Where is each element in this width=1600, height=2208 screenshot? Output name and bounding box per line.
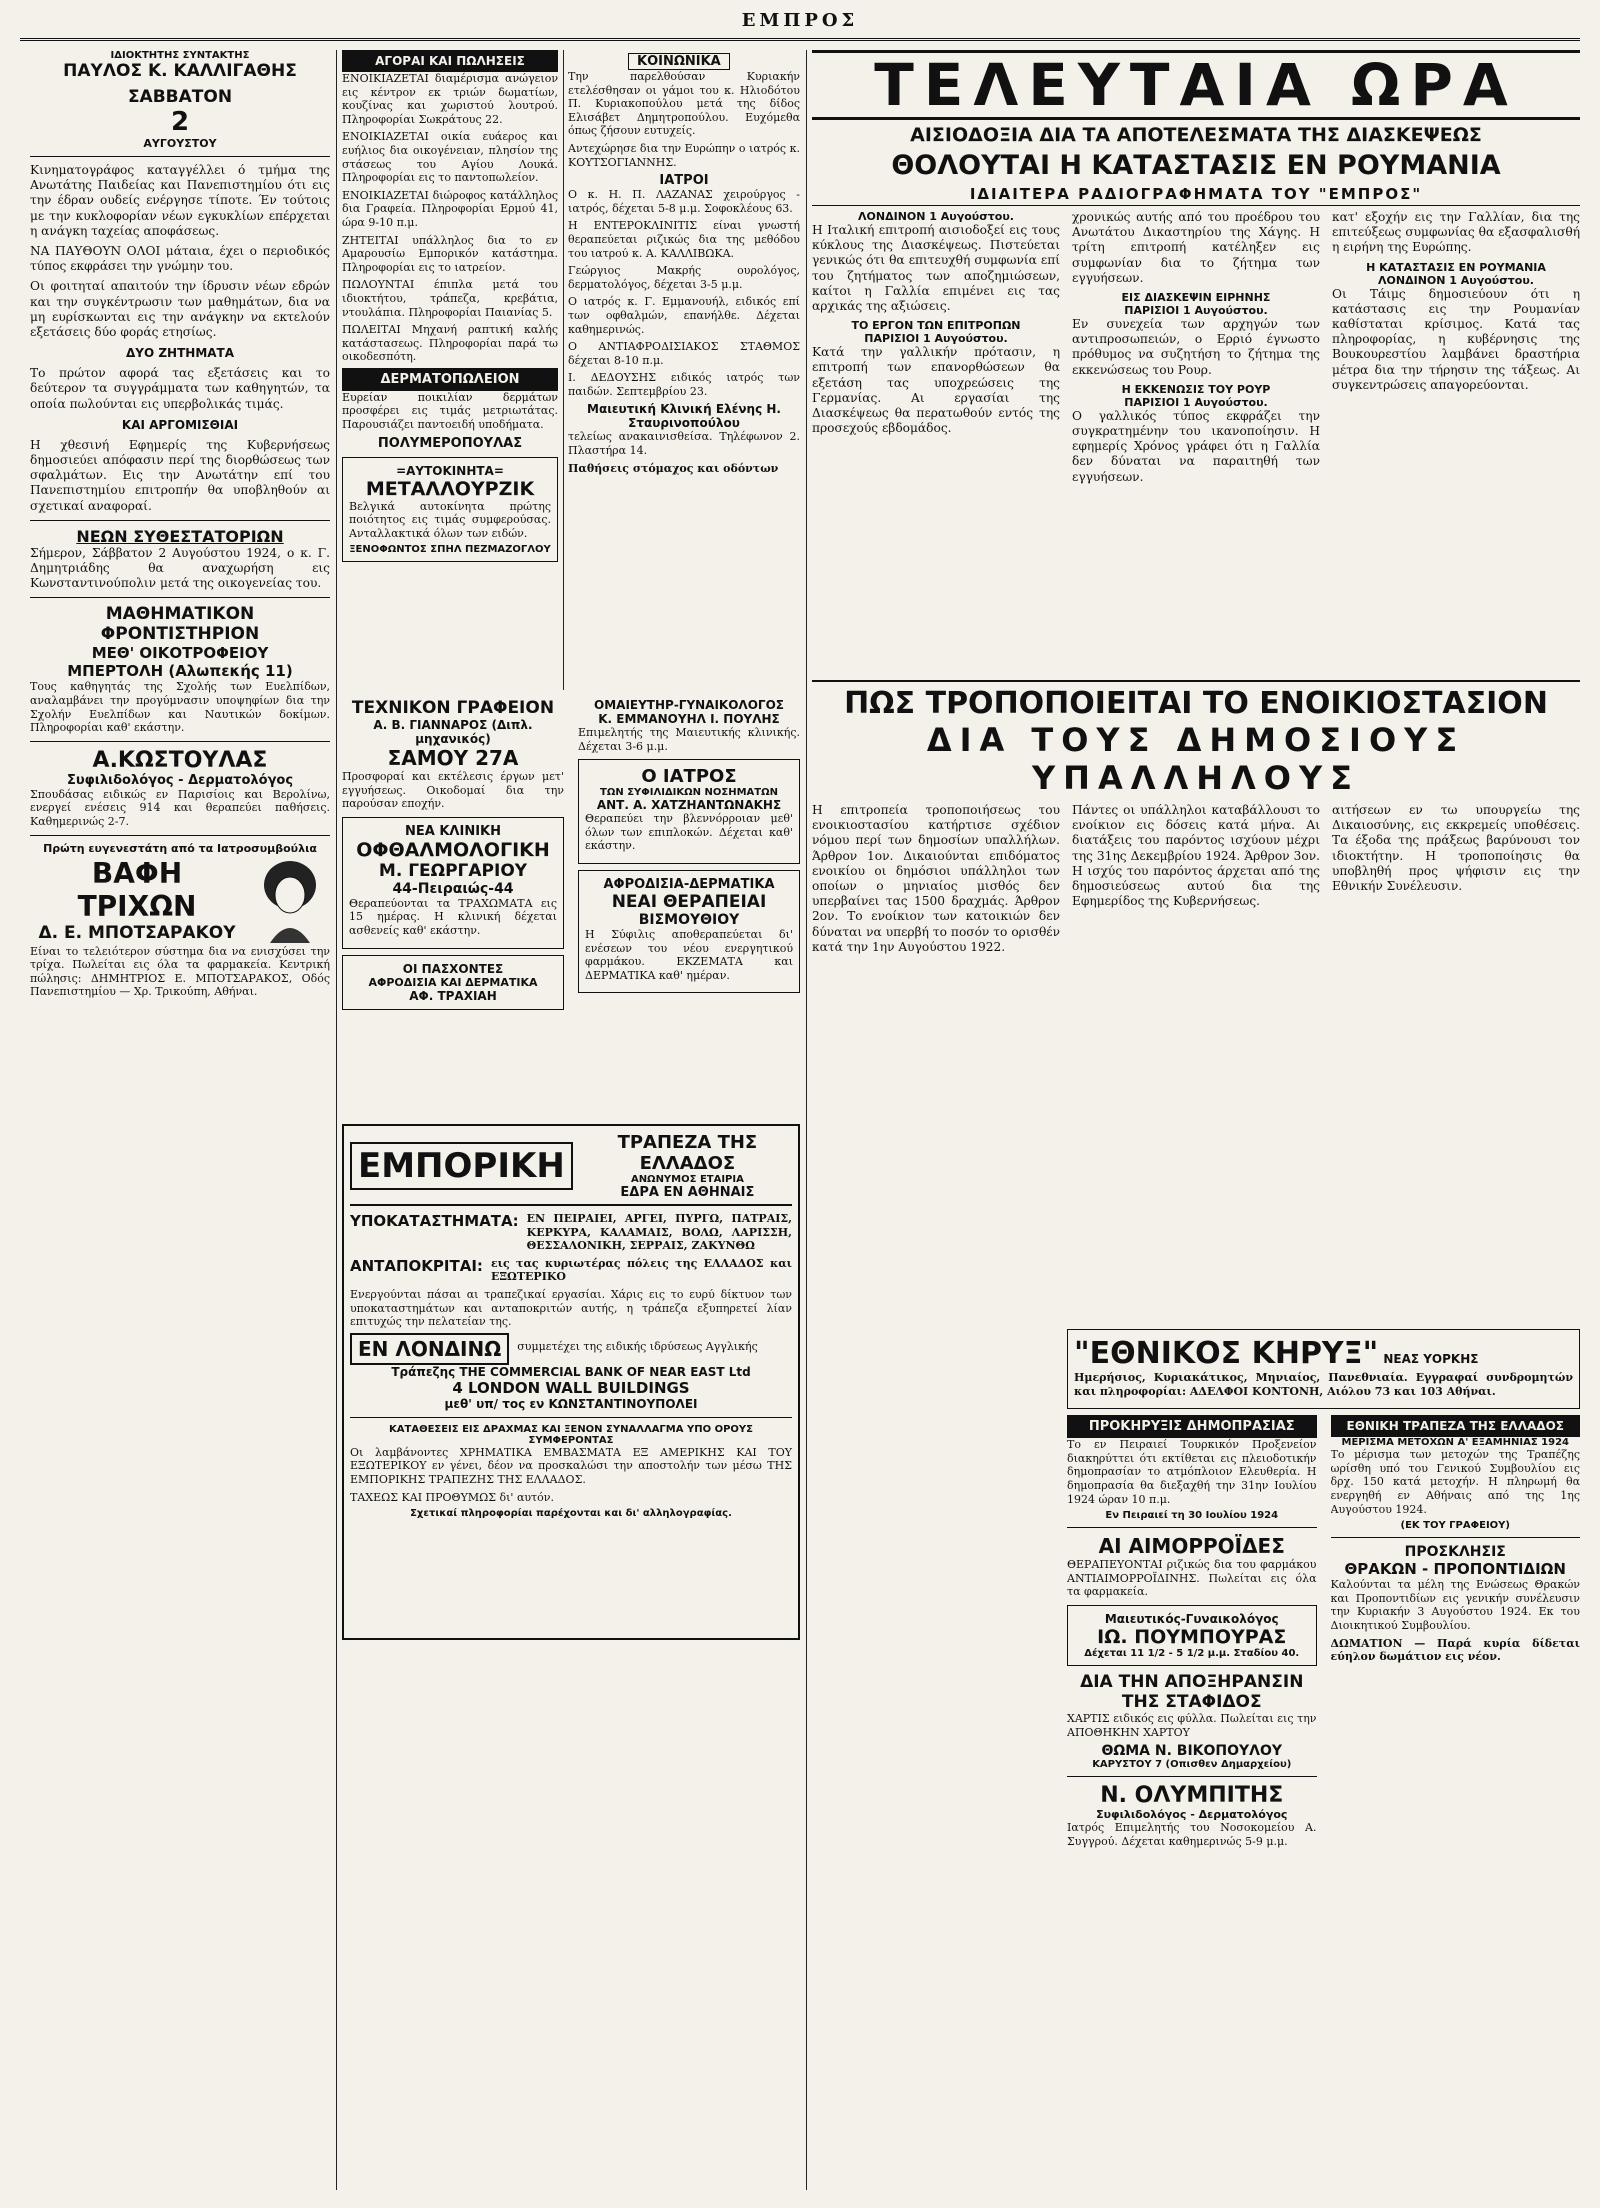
ad-name: Α. Β. ΓΙΑΝΝΑΡΟΣ (Διπλ. μηχανικός) (373, 718, 533, 746)
article-paragraph: Η επιτροπεία τροποποιήσεως του ενοικιοστασίου κατήρτισε σχέδιον νόμου περί των δημοσίων υπαλλήλων. Άρθρον 1ον. Δικαιούνται επιδόματος ενοικίου οι δημόσιοι υπάλληλοι των οποίων ο μηνιαίος μισθός δεν υπερβαίνει τας 1500 δραχμάς. Άρθρον 2ον. Το ενοίκιον των κατοικιών δεν δύναται να υπερβή το ποσόν το ορισθέν κατά την 1ην Αυγούστου 1922. (812, 803, 1060, 954)
ad-text: ΘΕΡΑΠΕΥΟΝΤΑΙ ριζικώς δια του φαρμάκου ΑΝΤΙΑΙΜΟΡΡΟΪΔΙΝΗΣ. Πωλείται εις όλα τα φαρμακεία. (1067, 1558, 1317, 1599)
ad-text: Θεραπεύονται τα ΤΡΑΧΩΜΑΤΑ εις 15 ημέρας. Η κλινική δέχεται ασθενείς καθ' εκάστην. (349, 896, 557, 937)
director-name: ΠΑΥΛΟΣ Κ. ΚΑΛΛΙΓΑΘΗΣ (63, 61, 297, 81)
classified-item: ΠΩΛΕΙΤΑΙ Μηχανή ραπτική καλής κατάστασεως. Πληροφορίαι παρά τω οικοδεσπότη. (342, 323, 558, 364)
ad-text: τελείως ανακαινισθείσα. Τηλέφωνον 2. Πλαστήρα 14. (568, 430, 800, 458)
bank-type: ΑΝΩΝΥΜΟΣ ΕΤΑΙΡΙΑ (630, 1174, 744, 1185)
ad-title: ΠΡΟΚΗΡΥΞΙΣ ΔΗΜΟΠΡΑΣΙΑΣ (1067, 1415, 1317, 1438)
ad-title: Ν. ΟΛΥΜΠΙΤΗΣ (1100, 1783, 1284, 1809)
ad-sign: Εν Πειραιεί τη 30 Ιουλίου 1924 (1105, 1510, 1279, 1522)
ad-name: ΑΝΤ. Α. ΧΑΤΖΗΑΝΤΩΝΑΚΗΣ (596, 798, 782, 813)
ad-text: Το εν Πειραιεί Τουρκικόν Προξενείον διακηρύττει ότι εκτίθεται εις πλειοδοτικήν δημοπρασίαν το ατμόπλοιον Ελευθερία. Η δημοπρασία θα διεξαχθή την 31ην Ιουλίου 1924 ώραν 10 π.μ. (1067, 1438, 1317, 1506)
article-paragraph: χρονικώς αυτής από του προέδρου του Ανωτάτου Δικαστηρίου της Χάγης. Η τρίτη επιτροπή κατέληξεν εις συμφωνίαν δια το ζήτημα των εγγυήσεων. (1072, 210, 1320, 285)
ad-title: Α.ΚΩΣΤΟΥΛΑΣ (92, 747, 268, 773)
iatros-ad (578, 759, 800, 864)
ad-title: ΟΜΑΙΕΥΤΗΡ-ΓΥΝΑΙΚΟΛΟΓΟΣ (594, 698, 784, 712)
article-paragraph: Το πρώτον αφορά τας εξετάσεις και το δεύτερον τα συγγράμματα των καθηγητών, τα οποία πωλούνται εις υπερβολικάς τιμάς. (30, 366, 330, 411)
correspondents-label: ΑΝΤΑΠΟΚΡΙΤΑΙ: (350, 1256, 483, 1275)
ad-name: ΑΦ. ΤΡΑΧΙΑΗ (409, 988, 497, 1003)
divider (30, 156, 330, 157)
ad-top: Πρώτη ευγενεστάτη από τα Ιατροσυμβούλια (43, 841, 317, 855)
ad-title: ΔΙΑ ΤΗΝ ΑΠΟΞΗΡΑΝΣΙΝ ΤΗΣ ΣΤΑΦΙΔΟΣ (1080, 1671, 1304, 1712)
article-paragraph: Ο γαλλικός τύπος εκφράζει την συγκρατημένην του ικανοποίησιν. Η εφημερίς Χρόνος γράφει ότι η Γαλλία δεν δύναται να παραιτηθή των εγγυήσεων. (1072, 408, 1320, 484)
ad-text: Τους καθηγητάς της Σχολής των Ευελπίδων, αναλαμβάνει την προγύμνασιν υποψηφίων δια την Σχολήν Ευελπίδων και Ναυτικών δοκίμων. Πληροφορίαι καθ' εκάστην. (30, 680, 330, 735)
doctor-item: Ο ιατρός κ. Γ. Εμμανουήλ, ειδικός επί των οφθαλμών, επανήλθε. Δέχεται καθημερινώς. (568, 295, 800, 336)
ad-title: ΑΙ ΑΙΜΟΡΡΟΪΔΕΣ (1098, 1534, 1285, 1559)
near-east-bank: Τράπεζης THE COMMERCIAL BANK OF NEAR EAST Ltd (391, 1364, 751, 1379)
ad-title: ΔΕΡΜΑΤΟΠΩΛΕΙΟΝ (342, 368, 558, 391)
dateline: ΠΑΡΙΣΙΟΙ 1 Αυγούστου. (1124, 395, 1268, 409)
ad-text: Ευρείαν ποικιλίαν δερμάτων προσφέρει εις τιμάς μετριωτάτας. Παρουσιάζει παντοειδή υποδήματα. (342, 390, 558, 432)
section-heading: ΝΕΩΝ ΣΥΘΕΣΤΑΤΟΡΙΩΝ (76, 526, 284, 546)
ad-title: ΕΘΝΙΚΗ ΤΡΑΠΕΖΑ ΤΗΣ ΕΛΛΑΔΟΣ (1331, 1415, 1581, 1437)
ad-subtitle: ΝΕΑΙ ΘΕΡΑΠΕΙΑΙ (611, 891, 767, 912)
bank-name: ΕΜΠΟΡΙΚΗ (350, 1142, 573, 1190)
issue-month: ΑΥΓΟΥΣΤΟΥ (143, 137, 217, 150)
ad-subtitle: ΘΡΑΚΩΝ - ΠΡΟΠΟΝΤΙΔΙΩΝ (1344, 1560, 1566, 1579)
ad-name: Μ. ΓΕΩΡΓΑΡΙΟΥ (378, 860, 528, 881)
classified-item: ΖΗΤΕΙΤΑΙ υπάλληλος δια το εν Αμαρουσίω Εμπορικόν κατάστημα. Πληροφορίαι εις το ιατρείον. (342, 233, 558, 274)
divider (1067, 1776, 1317, 1777)
dateline: ΛΟΝΔΙΝΟΝ 1 Αυγούστου. (1378, 273, 1534, 287)
section-heading: ΑΓΟΡΑΙ ΚΑΙ ΠΩΛΗΣΕΙΣ (342, 50, 558, 72)
ad-text: Επιμελητής της Μαιευτικής κλινικής. Δέχεται 3-6 μ.μ. (578, 726, 800, 753)
column-latest-news (812, 50, 1580, 2190)
deposits-text: Οι λαμβάνοντες ΧΡΗΜΑΤΙΚΑ ΕΜΒΑΣΜΑΤΑ ΕΞ ΑΜΕΡΙΚΗΣ ΚΑΙ ΤΟΥ ΕΞΩΤΕΡΙΚΟΥ εν γένει, δέον να προσκαλώσι την αποστολήν των μέσω ΤΗΣ ΕΜΠΟΡΙΚΗΣ ΤΡΑΠΕΖΗΣ ΤΗΣ ΕΛΛΑΔΟΣ. (350, 1445, 792, 1486)
kiryx-ad (1067, 1329, 1580, 1409)
subheading: ΔΥΟ ΖΗΤΗΜΑΤΑ (125, 346, 235, 361)
special-reports: ΙΔΙΑΙΤΕΡΑ ΡΑΔΙΟΓΡΑΦΗΜΑΤΑ ΤΟΥ "ΕΜΠΡΟΣ" (812, 185, 1580, 206)
suffering-ad (342, 955, 564, 1010)
headline-sub: ΑΙΣΙΟΔΟΞΙΑ ΔΙΑ ΤΑ ΑΠΟΤΕΛΕΣΜΑΤΑ ΤΗΣ ΔΙΑΣΚΕΨΕΩΣ (910, 124, 1482, 146)
ad-name: ΜΠΕΡΤΟΛΗ (Αλωπεκής 11) (67, 662, 293, 681)
section-heading: ΙΑΤΡΟΙ (659, 173, 709, 189)
safes-text: ΤΑΧΕΩΣ ΚΑΙ ΠΡΟΘΥΜΩΣ δι' αυτόν. (350, 1490, 554, 1504)
article-paragraph: κατ' εξοχήν εις την Γαλλίαν, δια της επιτεύξεως συμφωνίας θα εξασφαλισθή η ειρήνη της Ευρώπης. (1332, 210, 1580, 255)
afrodisia-ad (578, 870, 800, 993)
ad-title: ΠΡΟΣΚΛΗΣΙΣ (1404, 1544, 1506, 1561)
divider (30, 597, 330, 598)
ad-address: ΣΑΜΟΥ 27Α (387, 746, 519, 770)
ad-text: Καλούνται τα μέλη της Ενώσεως Θρακών και Προποντιδίων εις γενικήν συνέλευσιν την Κυριακήν 3 Αυγούστου 1924. Εκ του Διοικητικού Συμβουλίου. (1330, 1578, 1580, 1632)
bank-full-name: ΤΡΑΠΕΖΑ ΤΗΣ ΕΛΛΑΔΟΣ (617, 1132, 758, 1174)
ad-title: ΟΙ ΠΑΣΧΟΝΤΕΣ (402, 961, 504, 976)
deposits-heading: ΚΑΤΑΘΕΣΕΙΣ ΕΙΣ ΔΡΑΧΜΑΣ ΚΑΙ ΞΕΝΟΝ ΣΥΝΑΛΛΑΓΜΑ ΥΠΟ ΟΡΟΥΣ ΣΥΜΦΕΡΟΝΤΑΣ (389, 1423, 753, 1446)
ad-text: ΧΑΡΤΙΣ ειδικός εις φύλλα. Πωλείται εις την ΑΠΟΘΗΚΗΝ ΧΑΡΤΟΥ (1067, 1711, 1317, 1739)
ad-sign: (ΕΚ ΤΟΥ ΓΡΑΦΕΙΟΥ) (1400, 1520, 1510, 1532)
article-paragraph: Την παρελθούσαν Κυριακήν ετελέσθησαν οι γάμοι του κ. Ηλιοδότου Π. Κυριακοπούλου μετά της δίδος Ελισάβετ Δημητροπούλου. Ευχόμεθα όπως ζήσουν ευτυχείς. (568, 70, 800, 138)
article-paragraph: Οι φοιτηταί απαιτούν την ίδρυσιν νέων εδρών και την συγκέντρωσιν των μαθημάτων, δια να μη ευρίσκωνται εις την ανάγκην να εκτελούν εξετάσεις δύο φοράς ετησίως. (30, 279, 330, 340)
ad-text: Η Σύφιλις αποθεραπεύεται δι' ενέσεων του νέου ενεργητικού φαρμάκου. ΕΚΖΕΜΑΤΑ και ΔΕΡΜΑΤΙΚΑ καθ' ημέραν. (585, 927, 793, 982)
bank-footer: Σχετικαί πληροφορίαι παρέχονται και δι' αλληλογραφίας. (410, 1508, 732, 1520)
banner-title: ΤΕΛΕΥΤΑΙΑ ΩΡΑ (812, 50, 1580, 120)
doctor-item: Η ΕΝΤΕΡΟΚΛΙΝΙΤΙΣ είναι γνωστή θεραπεύεται ριζικώς δια της μεθόδου του ιατρού κ. Α. ΚΑΛΛΙΒΩΚΑ. (568, 219, 800, 260)
article-paragraph: Οι Τάιμς δημοσιεύουν ότι η κατάστασις εις την Ρουμανίαν καθίσταται κρίσιμος. Κατά τας πληροφορίας, η κυβέρνησις της Βουκουρεστίου λαμβάνει δραστήρια μέτρα δια την τήρησιν της τάξεως. Αι συγκεντρώσεις απαγορεύονται. (1332, 286, 1580, 392)
director-label: ΙΔΙΟΚΤΗΤΗΣ ΣΥΝΤΑΚΤΗΣ (110, 50, 250, 61)
doctor-item: Ο κ. Η. Π. ΛΑΖΑΝΑΣ χειρούργος - ιατρός, δέχεται 5-8 μ.μ. Σοφοκλέους 63. (568, 188, 800, 215)
london-text: συμμετέχει της ειδικής ιδρύσεως Αγγλικής (517, 1339, 758, 1353)
newspaper-page (20, 8, 1580, 2198)
ad-title: ΤΕΧΝΙΚΟΝ ΓΡΑΦΕΙΟΝ (351, 698, 555, 718)
ad-text: Δέχεται 11 1/2 - 5 1/2 μ.μ. Σταδίου 40. (1084, 1647, 1300, 1659)
column-social (568, 50, 800, 690)
ad-name: Δ. Ε. ΜΠΟΤΣΑΡΑΚΟΥ (38, 922, 236, 943)
dateline: ΠΑΡΙΣΙΟΙ 1 Αυγούστου. (864, 332, 1008, 346)
headline-main: ΘΟΛΟΥΤΑΙ Η ΚΑΤΑΣΤΑΣΙΣ ΕΝ ΡΟΥΜΑΝΙΑ (891, 150, 1501, 181)
issue-date: 2 (170, 107, 190, 137)
ad-text: Σπουδάσας ειδικώς εν Παρισίοις και Βερολίνω, ενεργεί ενέσεις 914 και θεραπεύει παθήσεις. Καθημερινώς 2-7. (30, 787, 330, 829)
ad-title: Ο ΙΑΤΡΟΣ (641, 766, 737, 788)
london-label: ΕΝ ΛΟΝΔΙΝΩ (350, 1333, 509, 1365)
divider (1331, 1537, 1581, 1538)
article-paragraph: Σήμερον, Σάββατον 2 Αυγούστου 1924, ο κ. Γ. Δημητριάδης θα αναχωρήση εις Κωνσταντινούπολιν μετά της οικογενείας του. (30, 545, 330, 591)
column-left (30, 50, 330, 2190)
ad-title: ΑΦΡΟΔΙΣΙΑ-ΔΕΡΜΑΤΙΚΑ (603, 876, 775, 892)
article-paragraph: Η χθεσινή Εφημερίς της Κυβερνήσεως δημοσιεύει απόφασιν περί της διορθώσεως των σφαλμάτων. Εις την Ανωτάτην επί του Πανεπιστημίου επιτροπήν θα υποβληθούν αι σχετικαί αναφοραί. (30, 437, 330, 513)
ad-name: Κ. ΕΜΜΑΝΟΥΗΛ Ι. ΠΟΥΛΗΣ (598, 712, 780, 726)
ad-city: ΝΕΑΣ ΥΟΡΚΗΣ (1383, 1352, 1479, 1366)
ad-title: ΟΦΘΑΛΜΟΛΟΓΙΚΗ (356, 838, 550, 861)
ad-title: ΠΟΛΥΜΕΡΟΠΟΥΛΑΣ (377, 435, 523, 451)
ad-text: Παθήσεις στόμαχος και οδόντων (568, 461, 779, 475)
correspondents-text: εις τας κυριωτέρας πόλεις της ΕΛΛΑΔΟΣ και ΕΞΩΤΕΡΙΚΟ (490, 1256, 792, 1284)
classified-item: ΕΝΟΙΚΙΑΖΕΤΑΙ οικία ευάερος και ευήλιος δια οικογένειαν, πλησίον της στάσεως του Αγίου Λουκά. Πληροφορίαι εις το παντοπωλείον. (342, 130, 558, 185)
ad-title: =ΑΥΤΟΚΙΝΗΤΑ= (396, 463, 504, 478)
ad-address: 44-Πειραιώς-44 (392, 880, 514, 897)
bank-text: Ενεργούνται πάσαι αι τραπεζικαί εργασίαι. Χάρις εις το ευρύ δίκτυον των υποκαταστημάτων και ανταποκριτών αυτής, η τράπεζα εξυπηρετεί λίαν επιτυχώς την πελατείαν της. (350, 1287, 792, 1329)
ad-name: ΘΩΜΑ Ν. ΒΙΚΟΠΟΥΛΟΥ (1101, 1743, 1283, 1760)
ad-subtitle: ΜΕΘ' ΟΙΚΟΤΡΟΦΕΙΟΥ (91, 644, 269, 663)
center-ads (342, 698, 800, 1658)
article-paragraph: αιτήσεων εν τω υπουργείω της Δικαιοσύνης, εις εκκρεμείς υποθέσεις. Τα έξοδα της πράξεως βαρύνουσι τον ιδιοκτήτην. Η τροποποίησις θα υποβληθή προς ψήφισιν εις την Εθνικήν Συνέλευσιν. (1332, 803, 1580, 894)
branches-label: ΥΠΟΚΑΤΑΣΤΗΜΑΤΑ: (350, 1212, 519, 1230)
subheading: Η ΚΑΤΑΣΤΑΣΙΣ ΕΝ ΡΟΥΜΑΝΙΑ (1366, 260, 1546, 274)
section-heading: ΚΟΙΝΩΝΙΚΑ (628, 53, 730, 70)
ad-title: ΜΑΘΗΜΑΤΙΚΟΝ ΦΡΟΝΤΙΣΤΗΡΙΟΝ (100, 604, 260, 645)
ad-text: Το μέρισμα των μετοχών της Τραπέζης ωρίσθη υπό του Γενικού Συμβουλίου εις δρχ. 150 κατά μετοχήν. Η πληρωμή θα ενεργηθή εν Αθήναις από της 1ης Αυγούστου 1924. (1330, 1448, 1580, 1516)
gyn-ad (1067, 1605, 1317, 1666)
ad-title: "ΕΘΝΙΚΟΣ ΚΗΡΥΞ" (1074, 1336, 1379, 1371)
column-rule (336, 50, 337, 2190)
ad-title: Μαιευτική Κλινική Ελένης Η. Σταυρινοπούλου (587, 402, 781, 431)
issue-day: ΣΑΒΒΑΤΟΝ (127, 87, 233, 107)
divider (1067, 1527, 1317, 1528)
article-paragraph: ΝΑ ΠΑΥΘΟΥΝ ΟΛΟΙ μάταια, έχει ο περιοδικός τύπος εκφράσει την γνώμην του. (30, 244, 330, 274)
ad-subtitle: ΑΦΡΟΔΙΣΙΑ ΚΑΙ ΔΕΡΜΑΤΙΚΑ (368, 975, 538, 989)
subheading: ΕΙΣ ΔΙΑΣΚΕΨΙΝ ΕΙΡΗΝΗΣ (1121, 291, 1271, 305)
auto-ad (342, 457, 558, 563)
bank-ad (342, 1124, 800, 1640)
ophthalmology-ad (342, 817, 564, 949)
ad-pre: ΝΕΑ ΚΛΙΝΙΚΗ (405, 823, 501, 839)
headline-rent-sub: ΔΙΑ ΤΟΥΣ ΔΗΜΟΣΙΟΥΣ ΥΠΑΛΛΗΛΟΥΣ (926, 721, 1466, 797)
ad-subtitle: ΤΩΝ ΣΥΦΙΛΙΔΙΚΩΝ ΝΟΣΗΜΑΤΩΝ (600, 787, 778, 799)
masthead (20, 8, 1580, 41)
column-rule (806, 50, 807, 2190)
ad-text: Προσφοραί και εκτέλεσις έργων μετ' εγγυήσεως. Οικοδομαί δια την παρούσαν εποχήν. (342, 770, 564, 811)
ad-text: ΔΩΜΑΤΙΟΝ — Παρά κυρία δίδεται εύηλον δωμάτιον εις νέον. (1330, 1636, 1580, 1664)
ad-text: Θεραπεύει την βλεννόρροιαν μεθ' όλων των επιπλοκών. Δέχεται καθ' εκάστην. (585, 812, 793, 853)
column-classifieds (342, 50, 558, 690)
article-paragraph: Κατά την γαλλικήν πρότασιν, η επιτροπή των επανορθώσεων θα εξετάση τας υποχρεώσεις της Γερμανίας. Αι εργασίαι της Διασκέψεως θα περατωθούν εντός της προσεχούς εβδομάδος. (812, 345, 1060, 436)
ad-subtitle: Συφιλιδολόγος - Δερματολόγος (1096, 1808, 1288, 1822)
ad-subtitle: Μαιευτικός-Γυναικολόγος (1104, 1611, 1279, 1626)
divider (350, 1417, 792, 1418)
dateline: ΛΟΝΔΙΝΟΝ 1 Αυγούστου. (858, 210, 1014, 223)
article-paragraph: Εν συνεχεία των αρχηγών των αντιπροσωπειών, ο Ερριό έγνωστο πρόθυμος να συζητήση το ζήτημα της εκκενώσεως του Ρουρ. (1072, 317, 1320, 377)
ad-text: Ημερήσιος, Κυριακάτικος, Μηνιαίος, Πανεθνιαία. Εγγραφαί συνδρομητών και πληροφορίαι: ΑΔΕΛΦΟΙ ΚΟΝΤΟΝΗ, Αιόλου 73 και 103 Αθήναι. (1074, 1371, 1573, 1398)
divider (30, 520, 330, 521)
divider (30, 835, 330, 836)
column-rule (563, 50, 564, 690)
ad-title: ΒΑΦΗ ΤΡΙΧΩΝ (77, 856, 197, 923)
classified-item: ΠΩΛΟΥΝΤΑΙ έπιπλα μετά του ιδιοκτήτου, τράπεζα, κρεβάτια, ντουλάπια. Πληροφορίαι Παιανίας 5. (342, 278, 558, 319)
doctor-item: Ι. ΔΕΔΟΥΣΗΣ ειδικός ιατρός των παιδών. Σεπτεμβρίου 23. (568, 371, 800, 398)
ad-subtitle: ΜΕΡΙΣΜΑ ΜΕΤΟΧΩΝ Α' ΕΞΑΜΗΝΙΑΣ 1924 (1341, 1437, 1569, 1449)
doctor-item: Ο ΑΝΤΙΑΦΡΟΔΙΣΙΑΚΟΣ ΣΤΑΘΜΟΣ δέχεται 8-10 π.μ. (568, 340, 800, 367)
article-paragraph: Κινηματογράφος καταγγέλλει ό τμήμα της Ανωτάτης Παιδείας και Πανεπιστημίου ότι εις την έδραν ουδείς ενέργησε τίποτε. Έν τούτοις με την κυκλοφορίαν νέων εγκυκλίων επέρχεται η ανάγκη ταχείας αποφάσεως. (30, 163, 330, 238)
article-paragraph: Πάντες οι υπάλληλοι καταβάλλουσι το ενοίκιον εις δόσεις κατά μήνα. Αι διατάξεις του παρόντος ισχύουν μέχρι της 31ης Δεκεμβρίου 1924. Άρθρον 3ον. Η ισχύς του παρόντος άρχεται από της δημοσιεύσεως αυτού δια της Εφημερίδος της Κυβερνήσεως. (1072, 803, 1320, 909)
ad-name: ΒΙΣΜΟΥΘΙΟΥ (638, 911, 740, 928)
ad-footer: ΞΕΝΟΦΩΝΤΟΣ ΣΠΗΛ ΠΕΖΜΑΖΟΓΛΟΥ (349, 544, 551, 556)
classified-item: ΕΝΟΙΚΙΑΖΕΤΑΙ διαμέρισμα ανώγειον εις κέντρον εκ τριών δωματίων, κουζίνας και χωριστού λουτρού. Πληροφορίαι Σωκράτους 22. (342, 72, 558, 126)
london-address: 4 LONDON WALL BUILDINGS (452, 1378, 690, 1397)
doctor-item: Γεώργιος Μακρής ουρολόγος, δερματολόγος, δέχεται 3-5 μ.μ. (568, 264, 800, 291)
dateline: ΠΑΡΙΣΙΟΙ 1 Αυγούστου. (1124, 304, 1268, 318)
subheading: ΚΑΙ ΑΡΓΟΜΙΣΘΙΑΙ (121, 417, 239, 432)
ad-address: ΚΑΡΥΣΤΟΥ 7 (Οπισθεν Δημαρχείου) (1092, 1759, 1292, 1771)
subheading: Η ΕΚΚΕΝΩΣΙΣ ΤΟΥ ΡΟΥΡ (1121, 382, 1271, 396)
divider (30, 741, 330, 742)
ad-text: Βελγικά αυτοκίνητα πρώτης ποιότητος εις τιμάς συμφερούσας. Ανταλλακτικά όλων των ειδών. (349, 499, 551, 540)
subheading: ΤΟ ΕΡΓΟΝ ΤΩΝ ΕΠΙΤΡΟΠΩΝ (851, 319, 1021, 333)
article-paragraph: Η Ιταλική επιτροπή αισιοδοξεί εις τους κύκλους της Διασκέψεως. Πιστεύεται γενικώς ότι θα επιτευχθή συμφωνία επί του ζητήματος των αποζημιώσεων, καίτοι η Γαλλία επιμένει εις τας αρχικάς της αξιώσεις. (812, 223, 1060, 314)
article-paragraph: Αντεχώρησε δια την Ευρώπην ο ιατρός κ. ΚΟΥΤΣΟΓΙΑΝΝΗΣ. (568, 141, 800, 169)
ad-name: ΜΕΤΑΛΛΟΥΡΖΙΚ (365, 477, 535, 500)
classified-item: ΕΝΟΙΚΙΑΖΕΤΑΙ διώροφος κατάλληλος δια Γραφεία. Πληροφορίαι Ερμού 41, ώρα 9-10 π.μ. (342, 188, 558, 229)
headline-rent: ΠΩΣ ΤΡΟΠΟΠΟΙΕΙΤΑΙ ΤΟ ΕΝΟΙΚΙΟΣΤΑΣΙΟΝ (844, 686, 1548, 721)
ad-text: Είναι το τελειότερον σύστημα δια να ενισχύσει την τρίχα. Πωλείται εις όλα τα φαρμακεία. Κεντρική πώλησις: ΔΗΜΗΤΡΙΟΣ Ε. ΜΠΟΤΣΑΡΑΚΟΣ, Οδός Πανεπιστημίου — Χρ. Τρικούπη, Αθήναι. (30, 944, 330, 999)
bank-seat: ΕΔΡΑ ΕΝ ΑΘΗΝΑΙΣ (620, 1185, 755, 1200)
branches-list: ΕΝ ΠΕΙΡΑΙΕΙ, ΑΡΓΕΙ, ΠΥΡΓΩ, ΠΑΤΡΑΙΣ, ΚΕΡΚΥΡΑ, ΚΑΛΑΜΑΙΣ, ΒΟΛΩ, ΛΑΡΙΣΣΗ, ΘΕΣΣΑΛΟΝΙΚΗ, ΣΕΡΡΑΙΣ, ΖΑΚΥΝΘΩ (526, 1212, 792, 1253)
ad-subtitle: Συφιλιδολόγος - Δερματολόγος (66, 772, 294, 788)
woman-portrait-icon (250, 855, 330, 945)
ad-text: Ιατρός Επιμελητής του Νοσοκομείου Α. Συγγρού. Δέχεται καθημερινώς 5-9 μ.μ. (1067, 1821, 1317, 1848)
constantinople-branch: μεθ' υπ/ τος εν ΚΩΝΣΤΑΝΤΙΝΟΥΠΟΛΕΙ (444, 1396, 698, 1411)
ad-name: ΙΩ. ΠΟΥΜΠΟΥΡΑΣ (1097, 1625, 1287, 1648)
masthead-name: ΕΜΠΡΟΣ (741, 10, 859, 31)
